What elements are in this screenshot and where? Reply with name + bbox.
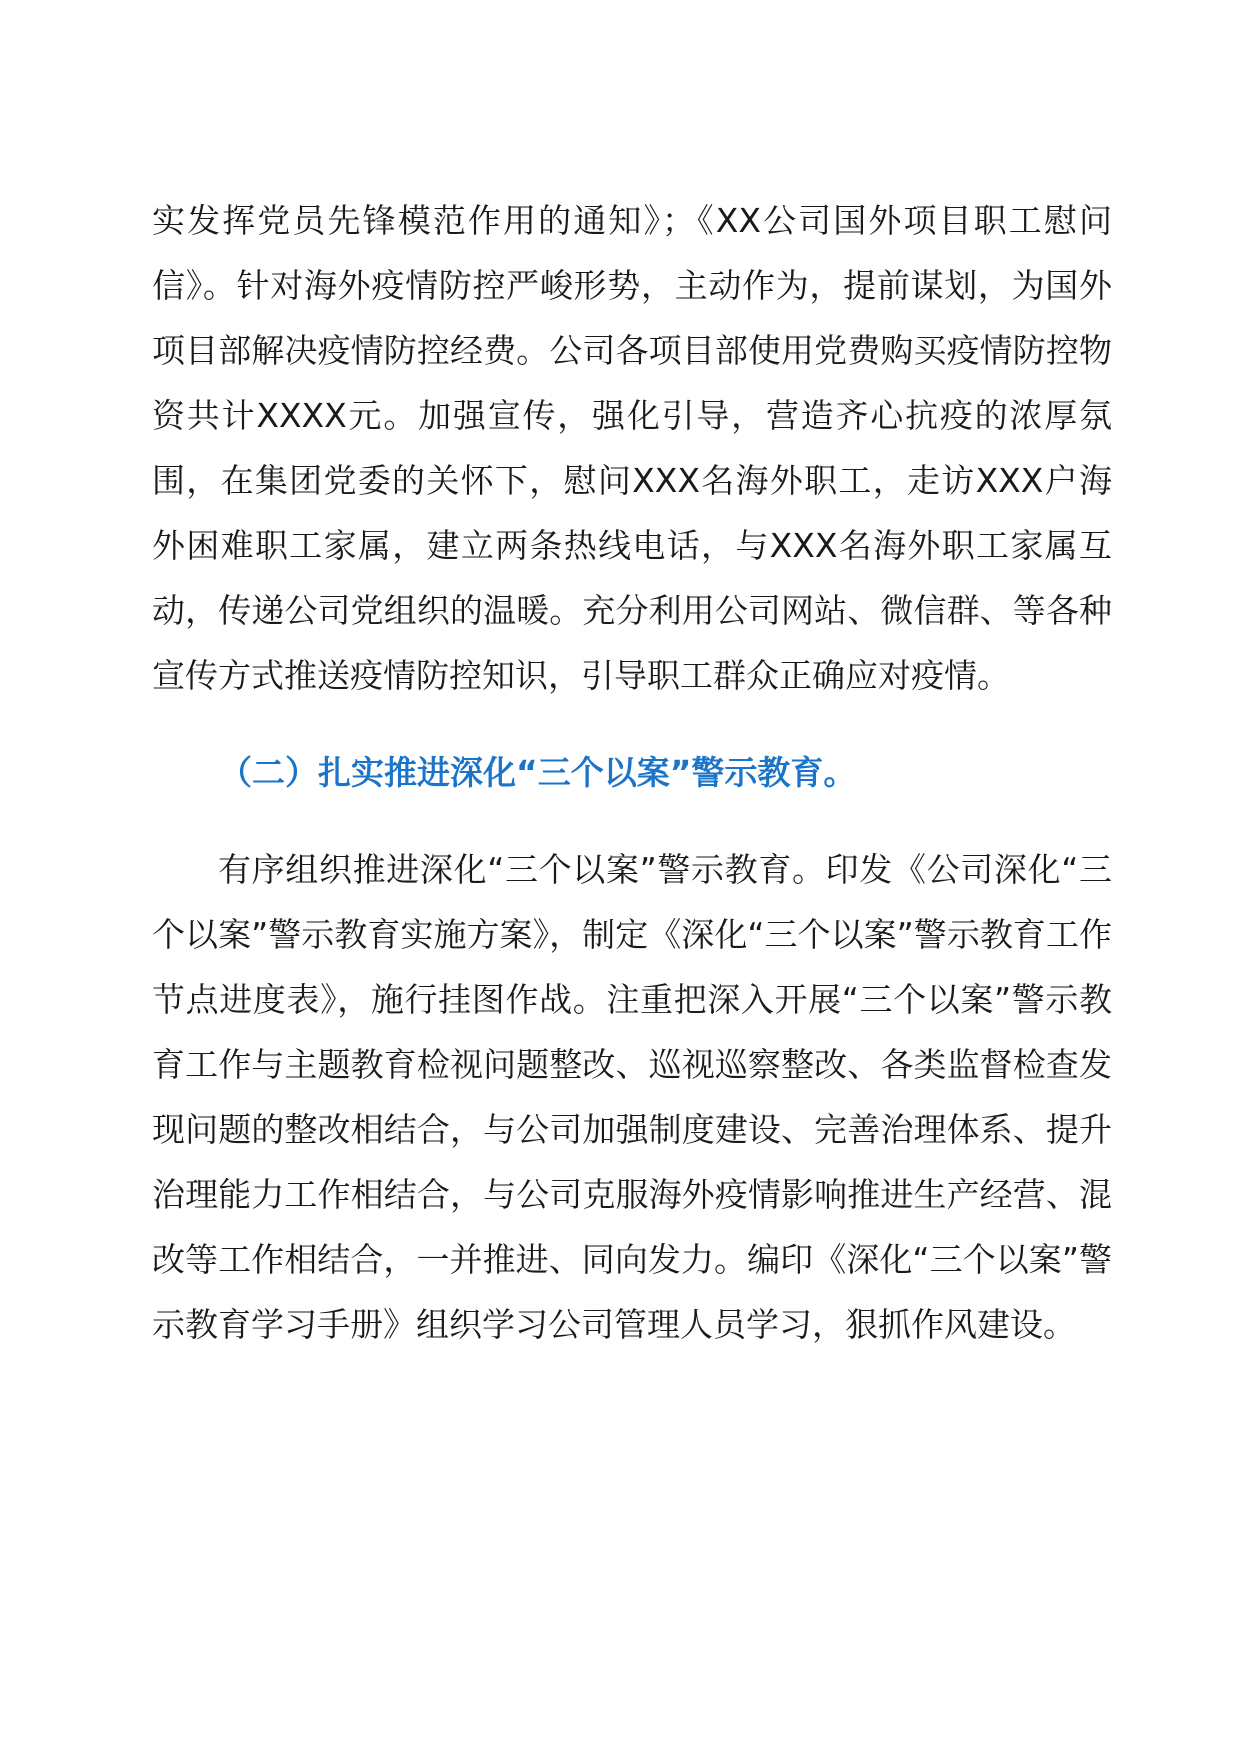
document-body — [152, 188, 1112, 1357]
body-paragraph-continued: 实发挥党员先锋模范作用的通知》；《XX公司国外项目职工慰问信》。针对海外疫情防控严峻形势，主动作为，提前谋划，为国外项目部解决疫情防控经费。公司各项目部使用党费购买疫情防控物资共计XXXX元。加强宣传，强化引导，营造齐心抗疫的浓厚氛围，在集团党委的关怀下，慰问XXX名海外职工，走访XXX户海外困难职工家属，建立两条热线电话，与XXX名海外职工家属互动，传递公司党组织的温暖。充分利用公司网站、微信群、等各种宣传方式推送疫情防控知识，引导职工群众正确应对疫情。 — [152, 201, 1112, 695]
section-body-paragraph: 有序组织推进深化“三个以案”警示教育。印发《公司深化“三个以案”警示教育实施方案》，制定《深化“三个以案”警示教育工作节点进度表》，施行挂图作战。注重把深入开展“三个以案”警示教育工作与主题教育检视问题整改、巡视巡察整改、各类监督检查发现问题的整改相结合，与公司加强制度建设、完善治理体系、提升治理能力工作相结合，与公司克服海外疫情影响推进生产经营、混改等工作相结合，一并推进、同向发力。编印《深化“三个以案”警示教育学习手册》组织学习公司管理人员学习，狠抓作风建设。 — [152, 850, 1112, 1344]
section-heading: （二）扎实推进深化“三个以案”警示教育。 — [219, 753, 857, 792]
